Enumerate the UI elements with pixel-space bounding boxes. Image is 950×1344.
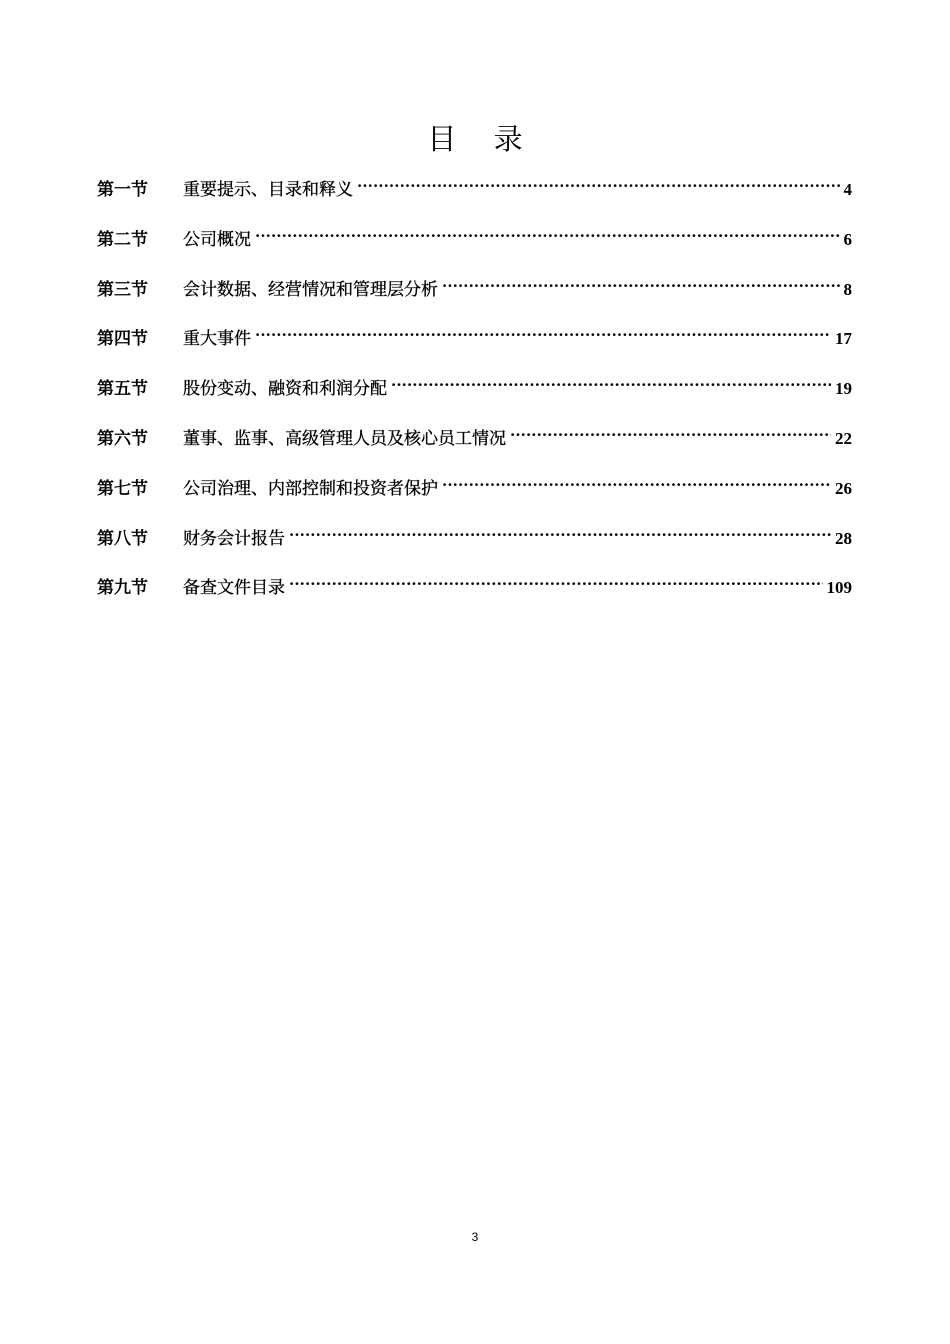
- toc-section-number: 第四节: [97, 329, 148, 350]
- toc-entry-1[interactable]: [97, 175, 852, 225]
- toc-section-heading: 会计数据、经营情况和管理层分析: [183, 279, 438, 300]
- toc-section-number: 第六节: [97, 428, 148, 449]
- toc-dot-leader: [510, 424, 831, 444]
- toc-section-number: 第七节: [97, 478, 148, 499]
- toc-section-number: 第九节: [97, 578, 148, 599]
- toc-entry-5[interactable]: [97, 374, 852, 424]
- toc-page-number: 6: [843, 229, 852, 249]
- toc-section-heading: 财务会计报告: [183, 528, 285, 549]
- page-title: 目 录: [427, 122, 537, 156]
- toc-section-heading: 公司概况: [183, 229, 251, 250]
- toc-dot-leader: [255, 225, 840, 245]
- toc-section-number: 第五节: [97, 379, 148, 400]
- toc-entry-4[interactable]: [97, 324, 852, 374]
- toc-entry-8[interactable]: [97, 524, 852, 574]
- toc-entry-2[interactable]: [97, 225, 852, 275]
- toc-page-number: 22: [835, 428, 852, 448]
- toc-page-number: 19: [835, 379, 852, 399]
- toc-page-number: 17: [835, 329, 852, 349]
- toc-page-number: 26: [835, 478, 852, 498]
- toc-page-number: 109: [826, 578, 852, 598]
- toc-section-heading: 重要提示、目录和释义: [183, 180, 353, 200]
- toc-page-number: 4: [843, 180, 852, 199]
- toc-page-number: 28: [835, 528, 852, 548]
- toc-dot-leader: [391, 374, 831, 394]
- page-number: 3: [471, 1230, 479, 1244]
- toc-section-number: 第八节: [97, 528, 148, 549]
- toc-section-number: 第三节: [97, 279, 148, 300]
- toc-section-heading: 董事、监事、高级管理人员及核心员工情况: [183, 428, 506, 449]
- toc-dot-leader: [442, 474, 831, 494]
- toc-dot-leader: [442, 275, 840, 295]
- toc-page-number: 8: [843, 279, 852, 299]
- toc-section-number: 第一节: [97, 180, 148, 200]
- toc-dot-leader: [357, 175, 840, 195]
- toc-section-number: 第二节: [97, 229, 148, 250]
- toc-dot-leader: [289, 524, 831, 544]
- table-of-contents: [97, 175, 852, 623]
- toc-section-heading: 重大事件: [183, 329, 251, 350]
- toc-dot-leader: [255, 324, 831, 344]
- toc-section-heading: 备查文件目录: [183, 578, 285, 599]
- toc-entry-6[interactable]: [97, 424, 852, 474]
- toc-dot-leader: [289, 573, 823, 593]
- toc-entry-7[interactable]: [97, 474, 852, 524]
- toc-entry-9[interactable]: [97, 573, 852, 623]
- toc-section-heading: 股份变动、融资和利润分配: [183, 379, 387, 400]
- toc-entry-3[interactable]: [97, 275, 852, 325]
- toc-section-heading: 公司治理、内部控制和投资者保护: [183, 478, 438, 499]
